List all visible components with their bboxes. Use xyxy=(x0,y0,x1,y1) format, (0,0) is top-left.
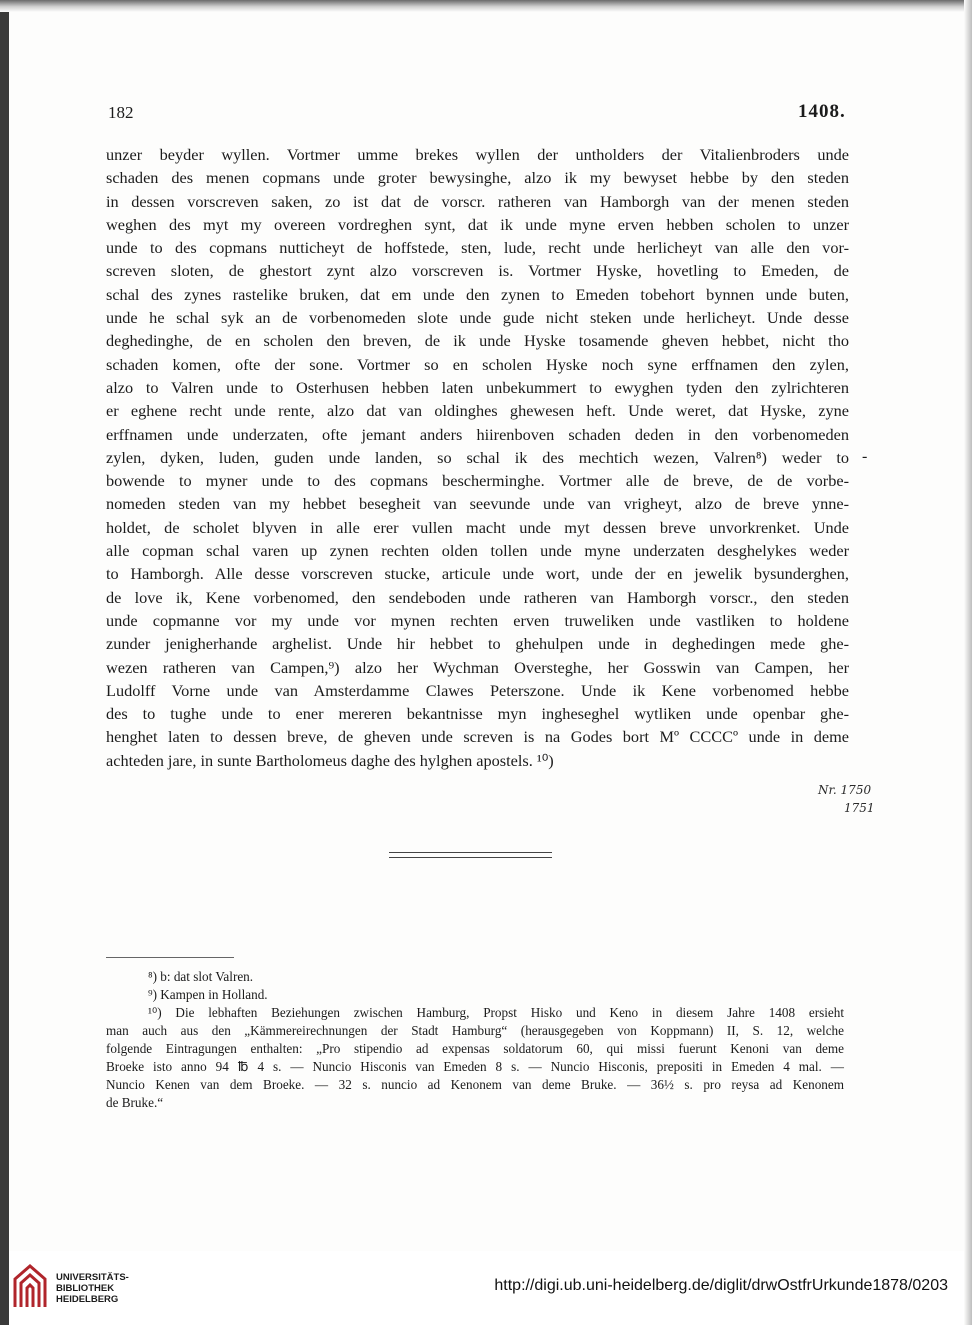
scan-edge-right xyxy=(964,0,972,1325)
footnote-10-line: folgende Eintragungen enthalten: „Pro stipendio ad expensas soldatorum 60, qui missi fuerunt Kenoni van deme xyxy=(106,1041,844,1056)
body-line: to Hamborgh. Alle desse vorscreven stucke, articule unde wort, unde der en jewelik bysunderghen, xyxy=(106,564,849,584)
body-line: unde he schal syk an de vorbenomeden slote unde gude nicht steken unde herlicheyt. Unde desse xyxy=(106,308,849,328)
body-line: zunder jenigherhande arghelist. Unde hir hebbet to ghehulpen unde in deghedingen mede ghe- xyxy=(106,634,849,654)
body-line: erffnamen unde underzaten, ofte jemant anders hiirenboven schaden deden in den vorbenomeden xyxy=(106,424,849,444)
body-line: bowende to myner unde to des copmans bescherminghe. Vortmer alle de breve, de de vorbe- xyxy=(106,471,849,491)
footnote-10-line: man auch aus den „Kämmereirechnungen der Stadt Hamburg“ (herausgegeben von Koppmann) II, S. 12, welche xyxy=(106,1023,844,1038)
body-line: schaden des menen copmans unde groter bewysinghe, alzo ik my bewyset hebbe by den steden xyxy=(106,168,849,188)
body-line: zylen, dyken, luden, guden unde landen, so schal ik des mechtich wezen, Valren⁸) weder to xyxy=(106,447,849,467)
footnote-10-line: ¹⁰) Die lebhaften Beziehungen zwischen Hamburg, Propst Hisko und Keno in diesem Jahre 1408 ersieht xyxy=(148,1005,844,1020)
body-line: unde to des copmans nutticheyt de hoffstede, sten, lude, recht unde herlicheyt van alle den vor- xyxy=(106,238,849,258)
body-line: des to tughe unde to ener mereren bekantnisse myn ingheseghel wytliken unde openbar ghe- xyxy=(106,704,849,724)
body-line: nomeden steden van my hebbet besegheit van seevunde unde van vrigheyt, alzo de breve ynne- xyxy=(106,494,849,514)
body-line: deghedinghe, de en scholen den breven, de ik unde Hyske tosamende gheven hebbet, nicht tho xyxy=(106,331,849,351)
handwritten-note-line1: Nr. 1750 xyxy=(818,783,872,797)
footnote-10-line: de Bruke.“ xyxy=(106,1095,164,1110)
library-logo-text xyxy=(56,1272,129,1305)
body-line: schaden komen, ofte der sone. Vortmer so en scholen Hyske noch syne erffnamen den zylen, xyxy=(106,354,849,374)
section-separator xyxy=(389,852,552,858)
margin-dash: - xyxy=(862,448,868,465)
body-line: achteden jare, in sunte Bartholomeus daghe des hylghen apostels. ¹⁰) xyxy=(106,750,554,770)
source-url-link[interactable]: http://digi.ub.uni-heidelberg.de/diglit/drwOstfrUrkunde1878/0203 xyxy=(494,1277,948,1294)
body-line: schal des zynes rastelike bruken, dat em unde den zynen to Emeden tobehort bynnen unde buten, xyxy=(106,284,849,304)
year-header: 1408. xyxy=(798,101,846,122)
body-line: alle copman schal varen up zynen rechten olden tollen unde myne underzaten desghelykes weder xyxy=(106,541,849,561)
footnote-9: ⁹) Kampen in Holland. xyxy=(148,987,268,1002)
body-line: holdet, de scholet blyven in alle erer vullen macht unde myt dessen breve unvorkrenket. Unde xyxy=(106,517,849,537)
footnotes xyxy=(106,968,844,1112)
body-line: unde copmanne vor my unde vor mynen rechten erven truweliken unde vastliken to holdene xyxy=(106,610,849,630)
body-line: wezen ratheren van Campen,⁹) alzo her Wychman Oversteghe, her Gosswin van Campen, her xyxy=(106,657,849,677)
body-line: in dessen vorscreven saken, zo ist dat de vorscr. ratheren van Hamborgh van der menen steden xyxy=(106,191,849,211)
body-line: screven sloten, de ghestort zynt alzo vorscreven is. Vortmer Hyske, hovetling to Emeden, de xyxy=(106,261,849,281)
logo-line: UNIVERSITÄTS- xyxy=(56,1272,129,1283)
page-number: 182 xyxy=(108,103,134,122)
footnote-rule xyxy=(106,957,234,958)
scan-edge-left xyxy=(0,0,9,1325)
handwritten-note xyxy=(814,778,894,818)
body-line: de love ik, Kene vorbenomed, den sendeboden unde ratheren van Hamborgh vorscr., den steden xyxy=(106,587,849,607)
footnote-10-line: Nuncio Kenen van dem Broeke. — 32 s. nuncio ad Kenonem van deme Bruke. — 36½ s. pro reysa ad Kenonem xyxy=(106,1077,844,1092)
document-body xyxy=(106,143,849,772)
body-line: weghen des myt my overeen vordreghen synt, dat ik unde myne erven hebben scholen to unzer xyxy=(106,214,849,234)
handwritten-note-line2: 1751 xyxy=(844,801,875,815)
logo-line: BIBLIOTHEK xyxy=(56,1283,115,1294)
footnote-10-line: Broeke isto anno 94 ℔ 4 s. — Nuncio Hisconis van Emeden 8 s. — Nuncio Hisconis, prepositi in Emeden 4 mal. — xyxy=(106,1059,844,1074)
body-line: er eghene recht unde rente, alzo dat van oldinghes ghewesen heft. Unde weret, dat Hyske, zyne xyxy=(106,401,849,421)
body-line: alzo to Valren unde to Osterhusen hebben laten unbekummert to ewyghen tyden den zylrichteren xyxy=(106,377,849,397)
footnote-8: ⁸) b: dat slot Valren. xyxy=(148,969,254,984)
scan-edge-top xyxy=(0,0,972,12)
body-line: unzer beyder wyllen. Vortmer umme brekes wyllen der untholders der Vitalienbroders unde xyxy=(106,145,849,164)
library-logo-icon xyxy=(12,1263,48,1309)
body-line: Ludolff Vorne unde van Amsterdamme Clawes Peterszone. Unde ik Kene vorbenomed hebbe xyxy=(106,680,849,700)
logo-line: HEIDELBERG xyxy=(56,1294,119,1305)
body-line: henghet laten to dessen breve, de gheven unde screven is na Godes bort Mº CCCCº unde in deme xyxy=(106,727,849,747)
